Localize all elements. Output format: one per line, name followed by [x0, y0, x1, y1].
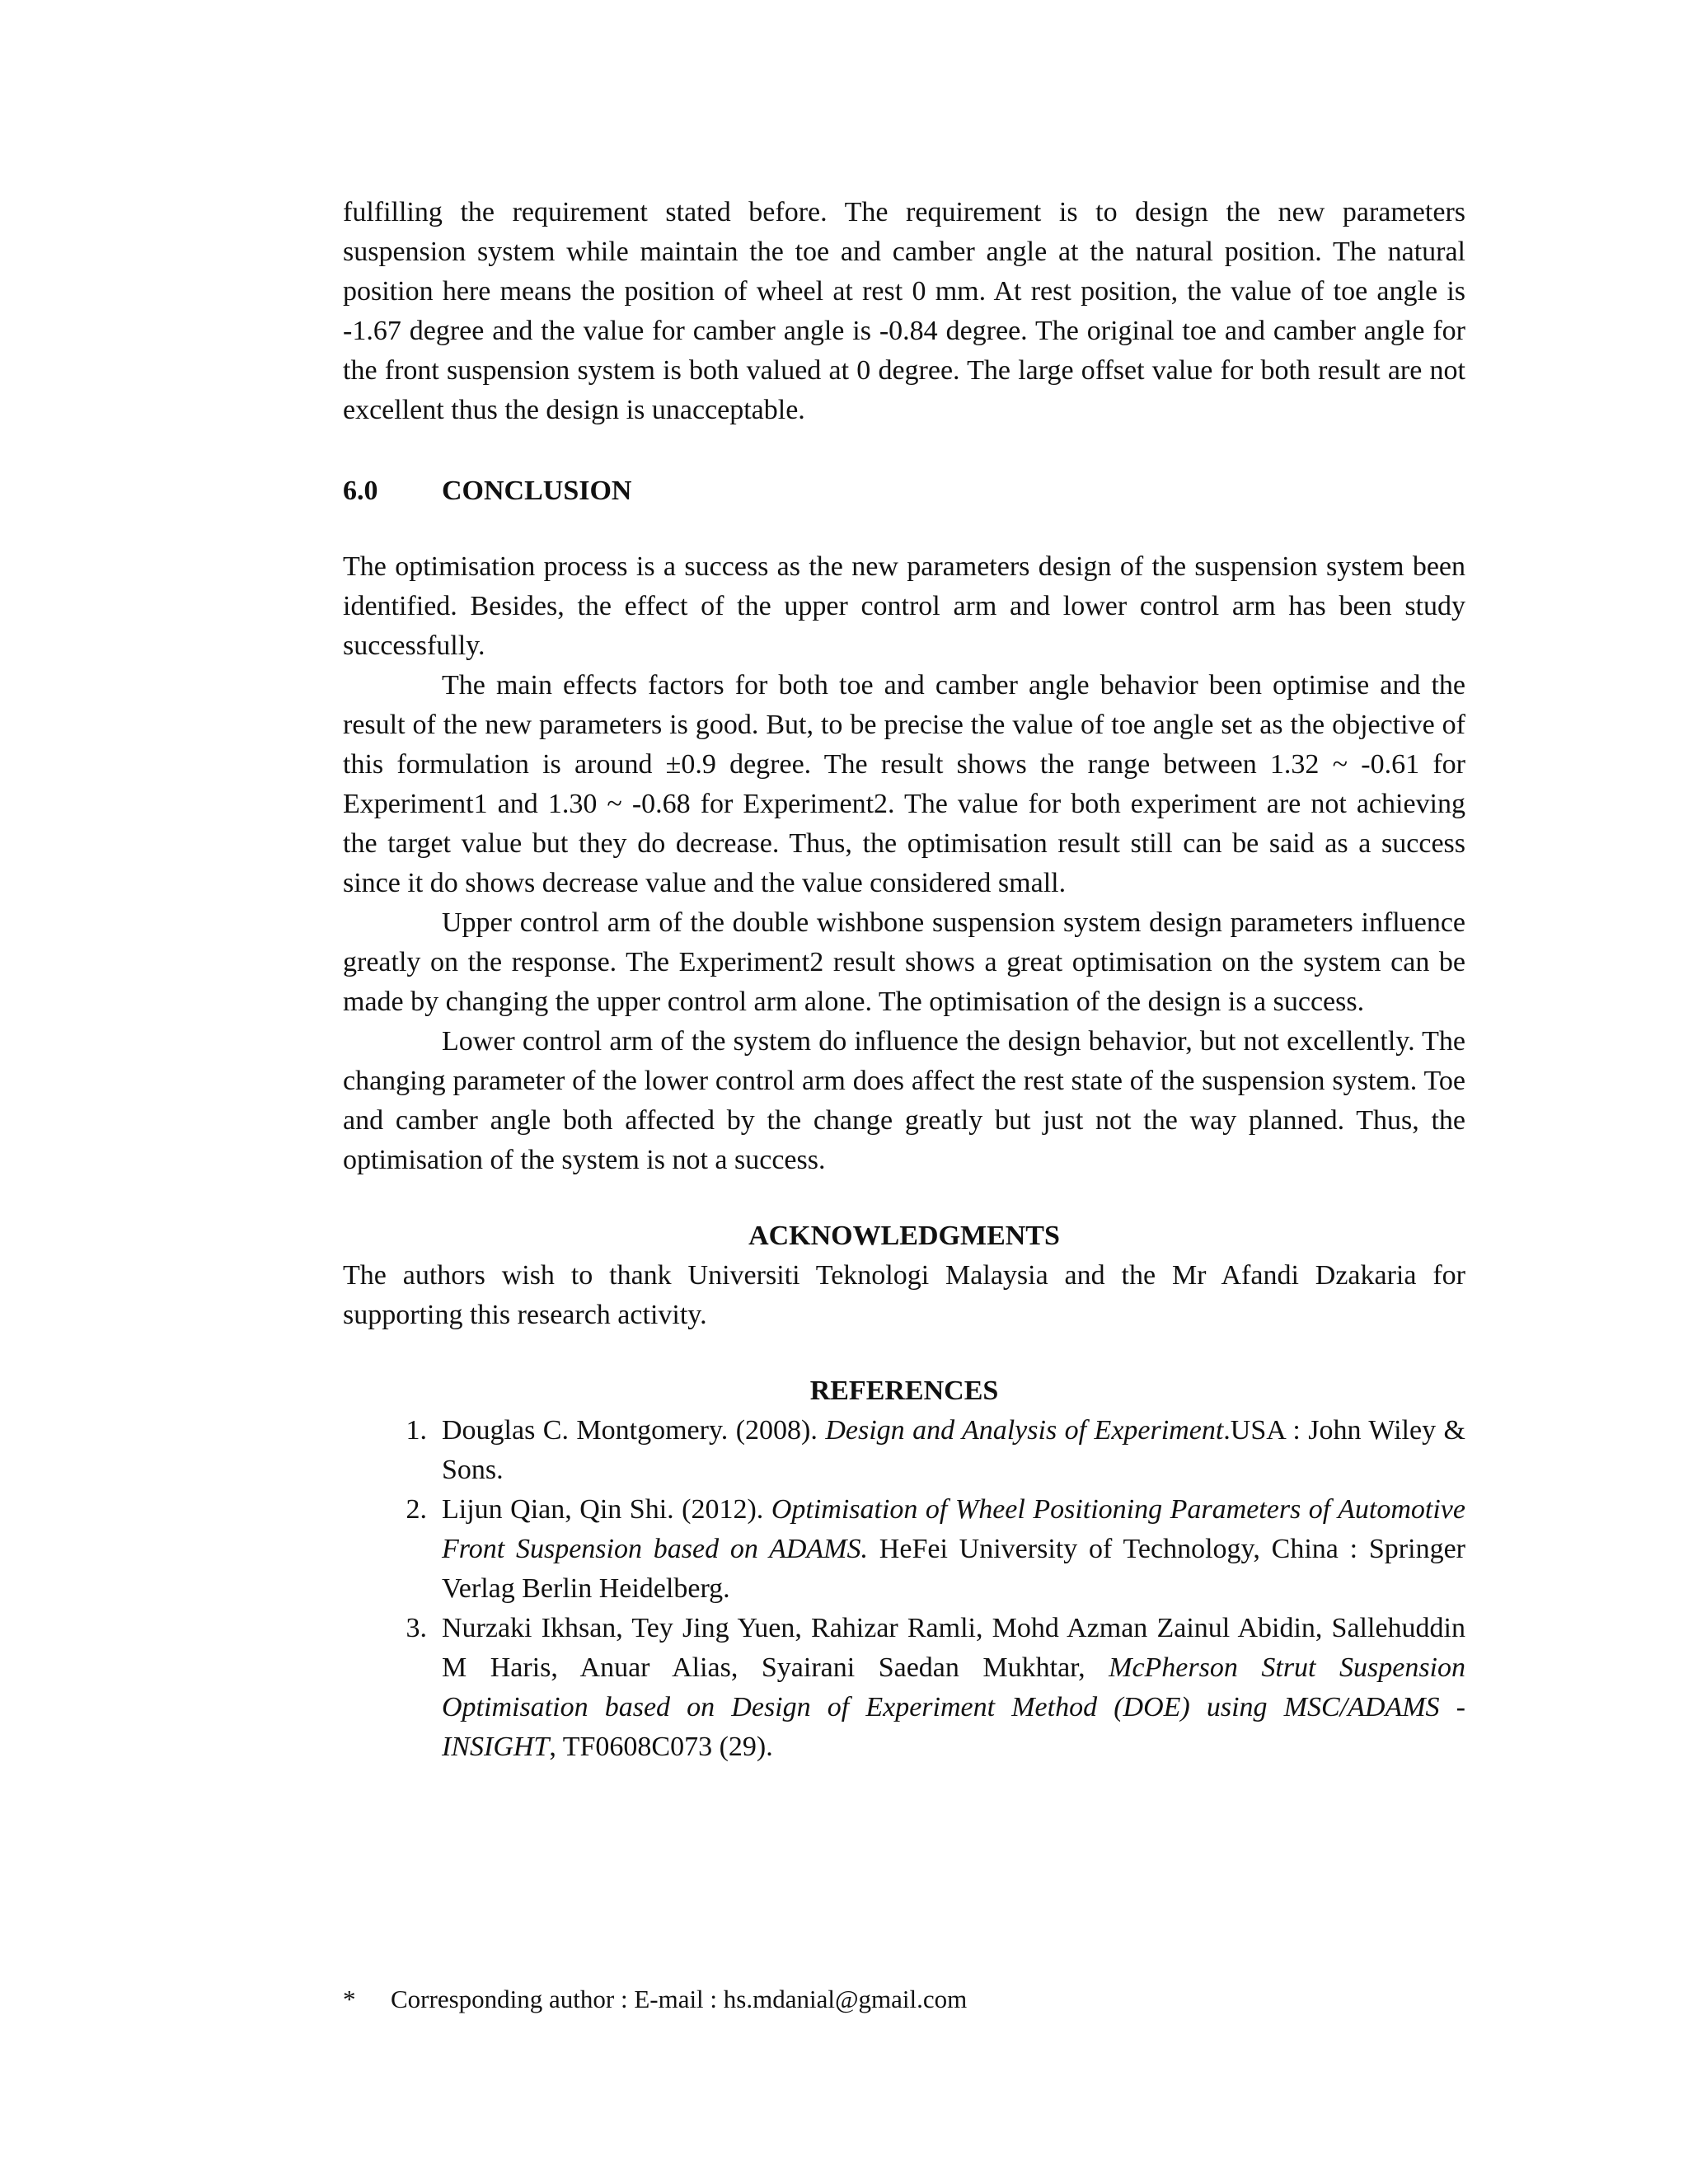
- reference-publisher: , TF0608C073 (29).: [549, 1732, 773, 1762]
- reference-publisher: HeFei University of Technology, China : Springer Verlag Berlin Heidelberg.: [442, 1534, 1465, 1604]
- footnote-text: Corresponding author : E-mail : hs.mdanial@gmail.com: [391, 1985, 968, 2013]
- reference-title: Design and Analysis of Experiment: [825, 1415, 1224, 1446]
- reference-text: [442, 1411, 1465, 1490]
- reference-title: Optimisation of Wheel Positioning Parameters of Automotive Front Suspension based on ADAMS.: [442, 1494, 1465, 1564]
- reference-authors: Nurzaki Ikhsan, Tey Jing Yuen, Rahizar Ramli, Mohd Azman Zainul Abidin, Sallehuddin M Haris, Anuar Alias, Syairani Saedan Mukhtar,: [442, 1613, 1465, 1683]
- acknowledgments-heading: ACKNOWLEDGMENTS: [748, 1221, 1060, 1251]
- corresponding-author-footnote: [343, 1981, 1465, 2018]
- reference-item-3: [343, 1609, 1465, 1767]
- reference-title: McPherson Strut Suspension Optimisation based on Design of Experiment Method (DOE) using MSC/ADAMS - INSIGHT: [442, 1652, 1465, 1762]
- reference-number: 2.: [406, 1494, 427, 1525]
- reference-list: [343, 1411, 1465, 1767]
- reference-text: [442, 1609, 1465, 1767]
- references-heading: REFERENCES: [809, 1376, 999, 1406]
- paper-page: [343, 193, 1465, 1767]
- reference-publisher: .USA : John Wiley & Sons.: [442, 1415, 1465, 1485]
- reference-item-2: [343, 1490, 1465, 1609]
- conclusion-heading: [343, 471, 1465, 511]
- footnote-mark: *: [343, 1985, 356, 2013]
- section-number: 6.0: [343, 476, 378, 506]
- conclusion-paragraph-2: The main effects factors for both toe and camber angle behavior been optimise and the result of the new parameters is good. But, to be precise the value of toe angle set as the objective of this formulation is around ±0.9 degree. The result shows the range between 1.32 ~ -0.61 for Experiment1 and 1.30 ~ -0.68 for Experiment2. The value for both experiment are not achieving the target value but they do decrease. Thus, the optimisation result still can be said as a success since it do shows decrease value and the value considered small.: [343, 670, 1465, 898]
- conclusion-paragraph-1: The optimisation process is a success as the new parameters design of the suspension system been identified. Besides, the effect of the upper control arm and lower control arm has been study successfully.: [343, 551, 1465, 661]
- section-title: CONCLUSION: [442, 476, 632, 506]
- reference-item-1: [343, 1411, 1465, 1490]
- reference-authors: Lijun Qian, Qin Shi. (2012).: [442, 1494, 771, 1525]
- conclusion-paragraph-3: Upper control arm of the double wishbone suspension system design parameters influence greatly on the response. The Experiment2 result shows a great optimisation on the system can be made by changing the upper control arm alone. The optimisation of the design is a success.: [343, 907, 1465, 1017]
- intro-paragraph: fulfilling the requirement stated before. The requirement is to design the new parameters suspension system while maintain the toe and camber angle at the natural position. The natural position here means the position of wheel at rest 0 mm. At rest position, the value of toe angle is -1.67 degree and the value for camber angle is -0.84 degree. The original toe and camber angle for the front suspension system is both valued at 0 degree. The large offset value for both result are not excellent thus the design is unacceptable.: [343, 197, 1465, 425]
- reference-text: [442, 1490, 1465, 1609]
- conclusion-paragraph-4: Lower control arm of the system do influence the design behavior, but not excellently. The changing parameter of the lower control arm does affect the rest state of the suspension system. Toe and camber angle both affected by the change greatly but just not the way planned. Thus, the optimisation of the system is not a success.: [343, 1026, 1465, 1175]
- acknowledgments-text: The authors wish to thank Universiti Teknologi Malaysia and the Mr Afandi Dzakaria for supporting this research activity.: [343, 1260, 1465, 1330]
- reference-authors: Douglas C. Montgomery. (2008).: [442, 1415, 826, 1446]
- reference-number: 3.: [406, 1613, 427, 1643]
- reference-number: 1.: [406, 1415, 427, 1446]
